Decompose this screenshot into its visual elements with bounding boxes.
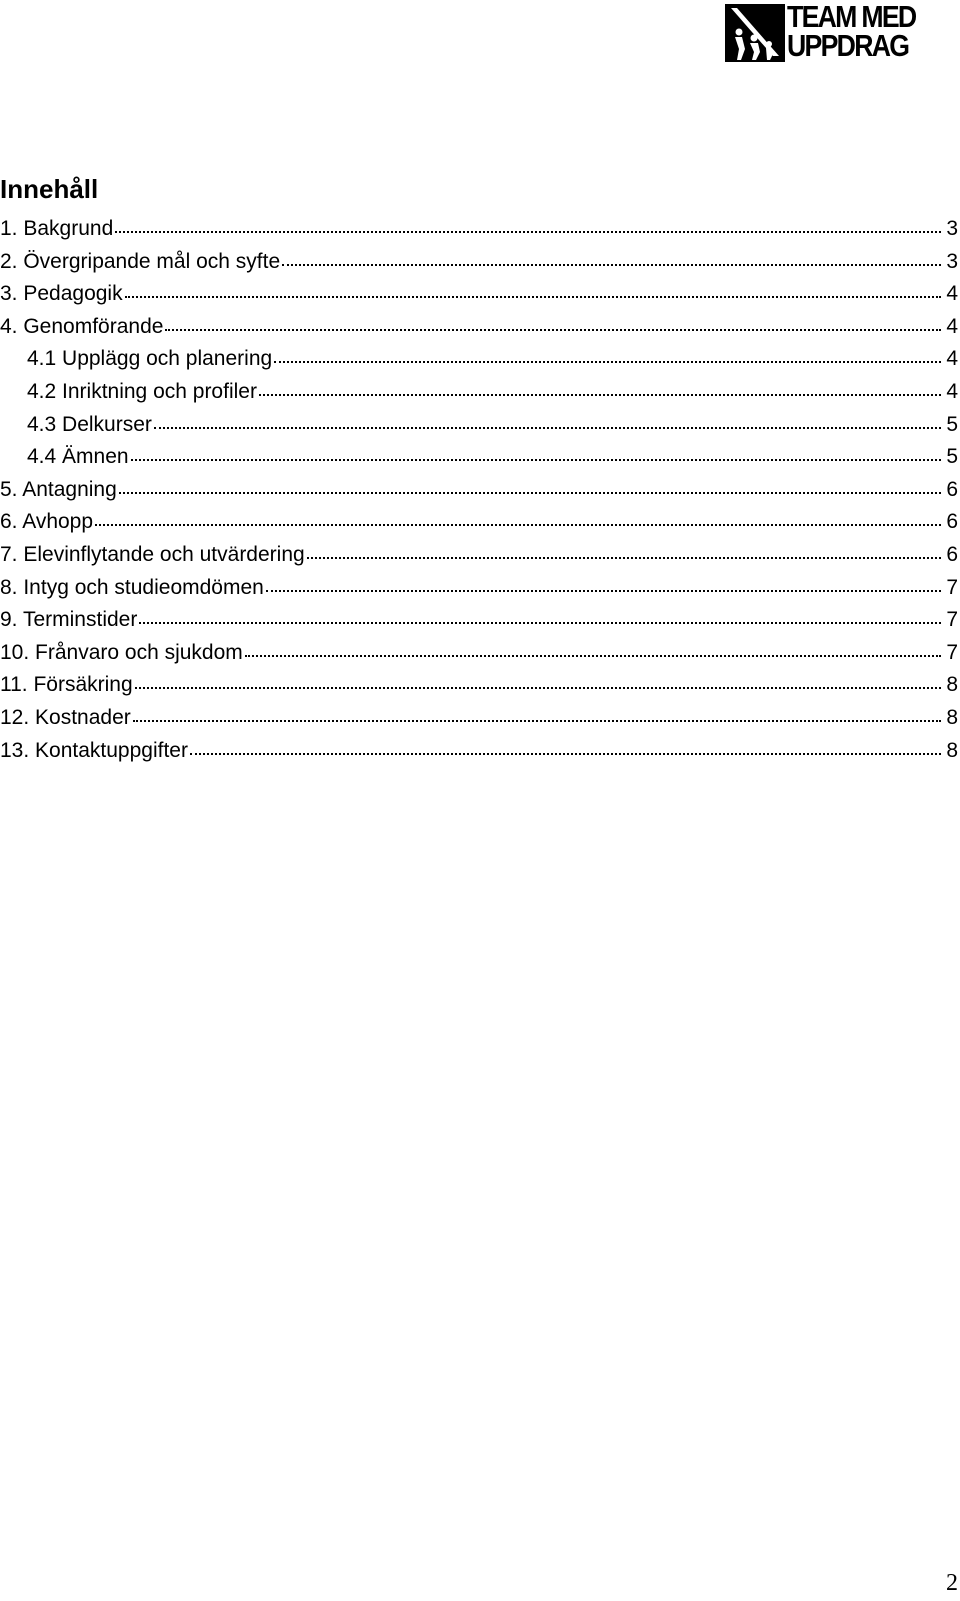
toc-entry[interactable]: [0, 345, 958, 378]
toc-entry[interactable]: [0, 508, 958, 541]
toc-entry-page: 4: [946, 347, 958, 371]
team-med-uppdrag-logo: [725, 2, 959, 64]
toc-entry[interactable]: [0, 411, 958, 444]
toc-dot-leader: [259, 394, 941, 396]
toc-dot-leader: [245, 655, 942, 657]
toc-entry[interactable]: [0, 313, 958, 346]
toc-entry[interactable]: [0, 443, 958, 476]
toc-dot-leader: [274, 361, 941, 363]
toc-entry-label: 12. Kostnader: [0, 705, 131, 729]
toc-entry-page: 3: [946, 217, 958, 240]
toc-entry-label: 5. Antagning: [0, 477, 117, 501]
toc-entry[interactable]: [0, 574, 958, 607]
toc-entry-page: 4: [946, 379, 958, 403]
logo-line-1: TEAM MED: [787, 0, 916, 34]
toc-entry-page: 8: [946, 738, 958, 762]
toc-entry-page: 4: [946, 314, 958, 338]
toc-entry[interactable]: [0, 606, 958, 639]
toc-heading: Innehåll: [0, 174, 99, 204]
toc-dot-leader: [131, 459, 942, 461]
toc-dot-leader: [135, 687, 942, 689]
toc-dot-leader: [307, 557, 942, 559]
logo-text: [787, 0, 916, 63]
table-of-contents: [0, 215, 960, 769]
toc-entry[interactable]: [0, 704, 958, 737]
toc-dot-leader: [125, 296, 942, 298]
toc-dot-leader: [190, 753, 941, 755]
toc-entry-page: 7: [946, 608, 958, 632]
toc-entry[interactable]: [0, 476, 958, 509]
toc-entry-label: 7. Elevinflytande och utvärdering: [0, 542, 305, 566]
page-number: 2: [946, 1570, 958, 1596]
toc-entry-page: 4: [946, 282, 958, 306]
toc-entry-label: 8. Intyg och studieomdömen: [0, 575, 264, 599]
toc-entry-page: 3: [946, 249, 958, 273]
toc-entry-page: 6: [946, 477, 958, 501]
toc-entry-label: 11. Försäkring: [0, 673, 133, 697]
toc-dot-leader: [165, 329, 941, 331]
toc-entry[interactable]: [0, 541, 958, 574]
toc-entry-page: 6: [946, 542, 958, 566]
toc-entry[interactable]: [0, 215, 958, 248]
toc-entry-label: 10. Frånvaro och sjukdom: [0, 640, 243, 664]
toc-entry-page: 6: [946, 510, 958, 534]
toc-entry-label: 3. Pedagogik: [0, 282, 123, 306]
toc-entry-page: 5: [946, 412, 958, 436]
toc-entry-label: 4. Genomförande: [0, 314, 164, 338]
toc-entry[interactable]: [0, 378, 958, 411]
toc-entry-label: 1. Bakgrund: [0, 217, 114, 240]
toc-dot-leader: [139, 622, 941, 624]
toc-dot-leader: [115, 231, 941, 233]
figures-pushing-icon: [725, 4, 785, 62]
toc-entry[interactable]: [0, 639, 958, 672]
toc-entry-label: 13. Kontaktuppgifter: [0, 738, 188, 762]
toc-entry-label: 4.4 Ämnen: [27, 445, 129, 469]
toc-entry-label: 2. Övergripande mål och syfte: [0, 249, 281, 273]
toc-entry[interactable]: [0, 248, 958, 281]
logo-line-2: UPPDRAG: [787, 28, 909, 63]
toc-entry-label: 4.2 Inriktning och profiler: [27, 379, 257, 403]
toc-dot-leader: [133, 720, 942, 722]
toc-entry-page: 5: [946, 445, 958, 469]
toc-entry[interactable]: [0, 280, 958, 313]
toc-entry-label: 6. Avhopp: [0, 510, 94, 534]
toc-entry-page: 8: [946, 673, 958, 697]
toc-dot-leader: [119, 492, 942, 494]
toc-dot-leader: [266, 590, 941, 592]
toc-entry-page: 8: [946, 705, 958, 729]
toc-entry[interactable]: [0, 671, 958, 704]
toc-entry-label: 9. Terminstider: [0, 608, 138, 632]
toc-dot-leader: [154, 427, 941, 429]
toc-entry-page: 7: [946, 640, 958, 664]
toc-dot-leader: [95, 524, 941, 526]
toc-entry-label: 4.3 Delkurser: [27, 412, 152, 436]
toc-entry[interactable]: [0, 737, 958, 770]
toc-entry-label: 4.1 Upplägg och planering: [27, 347, 273, 371]
toc-dot-leader: [282, 264, 941, 266]
toc-entry-page: 7: [946, 575, 958, 599]
